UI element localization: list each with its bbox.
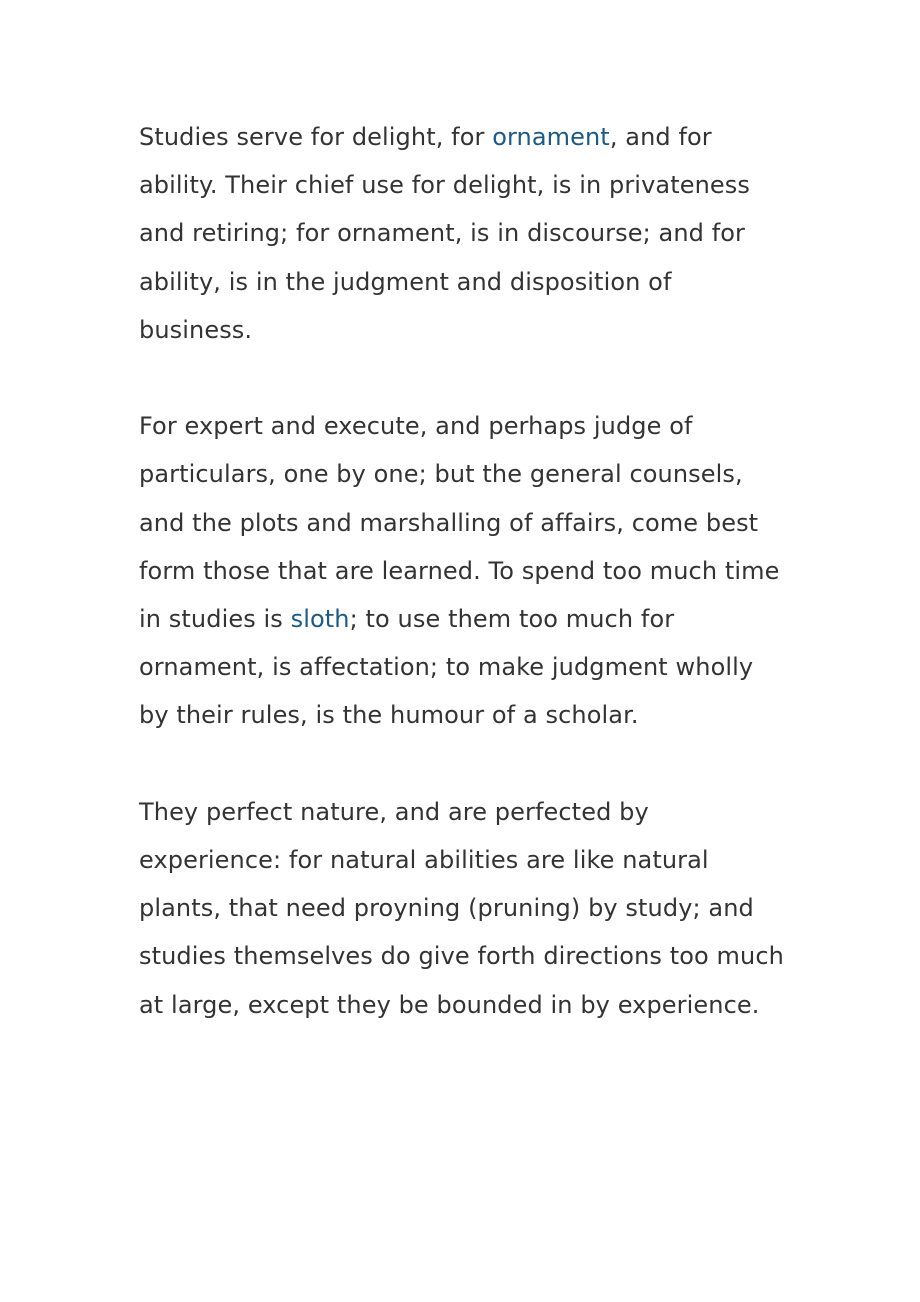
paragraph-1-text-end: , and for ability. Their chief use for delight, is in privateness and retiring; for ornament, is in discourse; and for ability, is in the judgment and disposition of business. xyxy=(139,123,750,344)
sloth-link[interactable]: sloth xyxy=(290,605,350,634)
document-body xyxy=(139,113,789,1029)
paragraph-2-text-start: For expert and execute, and perhaps judge of particulars, one by one; but the general counsels, and the plots and marshalling of affairs, come best form those that are learned. To spend too much time in studies is xyxy=(139,412,780,634)
paragraph-1 xyxy=(139,113,789,354)
paragraph-1-text-start: Studies serve for delight, for xyxy=(139,123,493,151)
ornament-link[interactable]: ornament xyxy=(492,123,610,151)
paragraph-3: They perfect nature, and are perfected by experience: for natural abilities are like natural plants, that need proyning (pruning) by study; and studies themselves do give forth directions too much at large, except they be bounded in by experience. xyxy=(139,797,784,1019)
paragraph-2 xyxy=(139,402,789,739)
paragraph-2-text-end: ; to use them too much for ornament, is affectation; to make judgment wholly by their rules, is the humour of a scholar. xyxy=(139,605,754,730)
